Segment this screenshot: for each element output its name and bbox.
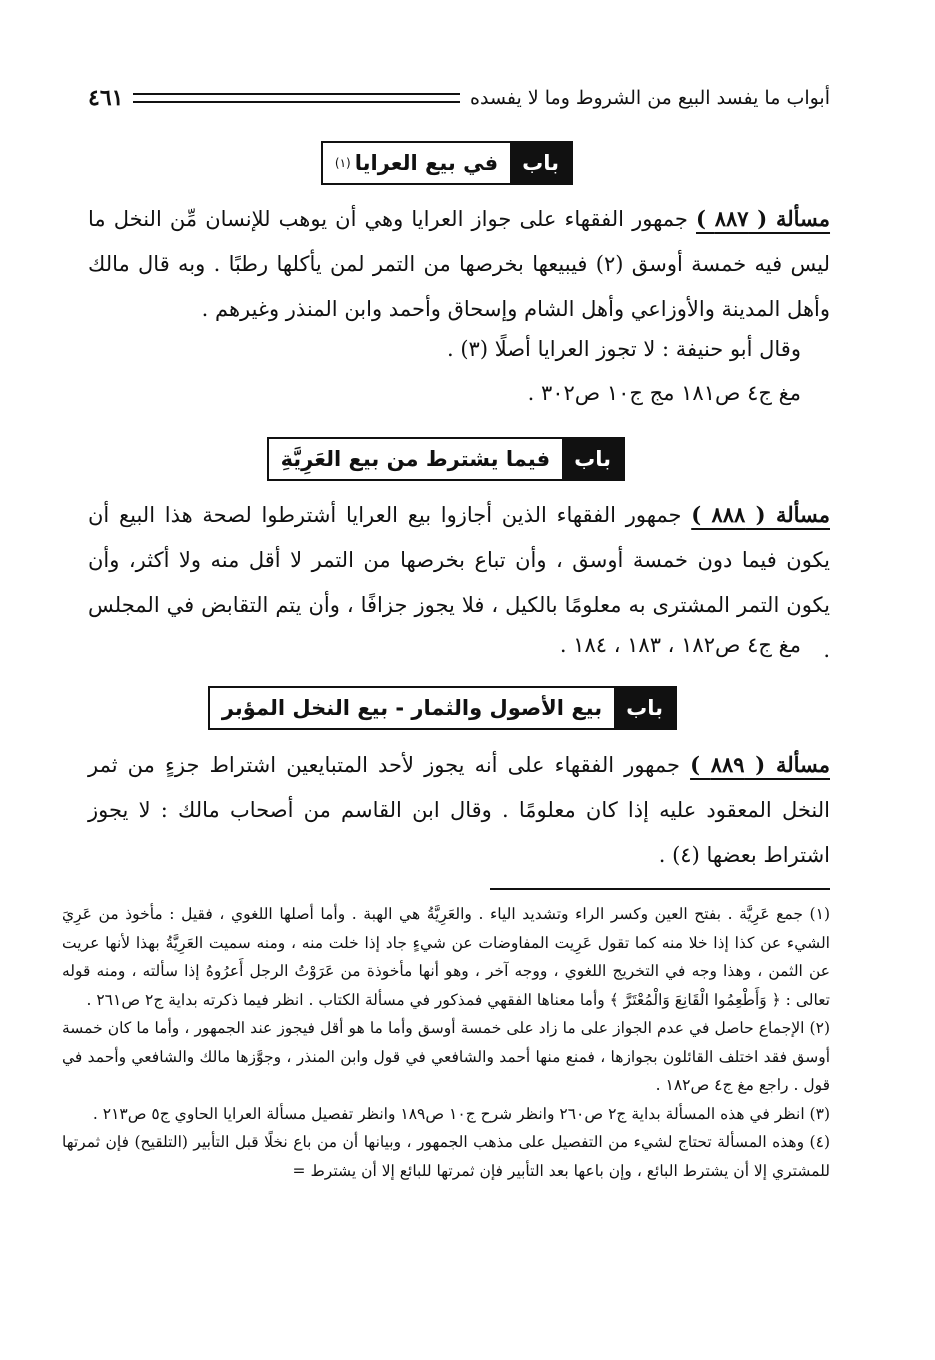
footnote-3: (٣) انظر في هذه المسألة بداية ج٢ ص٢٦٠ وانظر شرح ج١٠ ص١٨٩ وانظر تفصيل مسألة العرايا الحاوي ج٥ ص٢١٣ . [92, 1104, 830, 1123]
masala-label: مسألة ( ٨٨٩ ) [690, 752, 830, 777]
footnotes [62, 900, 830, 1185]
chapter-title: فيما يشترط من بيع العَرِيَّةِ [280, 447, 551, 471]
footnote-2: (٢) الإجماع حاصل في عدم الجواز على ما زاد على خمسة أوسق وأما ما هو أقل فيجوز عند الجمهور ، وأما ما كان خمسة أوسق فقد اختلف القائلون بجوازها ، فمنع منها أحمد والشافعي في قول وابن المنذر ، وجوَّزها مالك والشافعي وأحمد في قول . راجع مغ ج٤ ص١٨٢ . [62, 1019, 830, 1094]
footnote-1: (١) جمع عَرِيَّة . بفتح العين وكسر الراء وتشديد الياء . والعَرِيَّةُ هي الهبة . وأما أصلها اللغوي ، فقيل : مأخوذ من عَرِيَ الشيء عن كذا إذا خلا منه كما تقول عَرِيت المفاوضات عن شيءٍ جاد إذا خلت منه ، ومنه سميت العَرِيَّةُ بهذا لأنها عريت عن الثمن ، وهذا وجه في التخريج اللغوي ، ووجه آخر ، وهو أنها مأخوذة من عَرَوْتُ الرجل أَعرُوهُ إذا سألته ، ومنه قوله تعالى : ﴿ وَأَطْعِمُوا الْقَانِعَ وَالْمُعْتَرَّ ﴾ وأما معناها الفقهي فمذكور في مسألة الكتاب . انظر فيما ذكرته بداية ج٢ ص٢٦١ . [62, 905, 830, 1009]
chapter-title: بيع الأصول والثمار - بيع النخل المؤبر [221, 696, 603, 720]
masala-text: جمهور الفقهاء الذين أجازوا بيع العرايا أشترطوا لصحة هذا البيع أن يكون فيما دون خمسة أوسق ، وأن تباع بخرصها من التمر لا أقل منه ولا أكثر، وأن يكون التمر المشترى به معلومًا بالكيل ، فلا يجوز جزافًا ، وأن يتم التقابض في المجلس . [88, 503, 830, 662]
masala-label: مسألة ( ٨٨٧ ) [696, 206, 831, 231]
source-reference: مغ ج٤ ص١٨١ مج ج١٠ ص٣٠٢ . [527, 381, 801, 405]
footnote-separator [490, 888, 830, 890]
abu-hanifa-opinion: وقال أبو حنيفة : لا تجوز العرايا أصلًا (٣) . [447, 337, 801, 361]
masala-text: جمهور الفقهاء على جواز العرايا وهي أن يوهب للإنسان مِّن النخل ما ليس فيه خمسة أوسق (٢) فيبيعها بخرصها من التمر لمن يأكلها رطبًا . وبه قال مالك وأهل المدينة والأوزاعي وأهل الشام وإسحاق وأحمد وابن المنذر وغيرهم . [88, 207, 830, 321]
chapter-heading-1 [321, 141, 573, 185]
running-title: أبواب ما يفسد البيع من الشروط وما لا يفسده [470, 87, 830, 109]
header-double-rule [133, 93, 460, 103]
chapter-heading-3 [208, 686, 677, 730]
source-reference: مغ ج٤ ص١٨٢ ، ١٨٣ ، ١٨٤ . [559, 633, 801, 657]
chapter-tag: باب [510, 143, 571, 183]
chapter-title-text: في بيع العرايا [354, 151, 499, 175]
chapter-title [323, 143, 510, 183]
footnote-4: (٤) وهذه المسألة تحتاج لشيء من التفصيل على مذهب الجمهور ، وبيانها أن من باع نخلًا قبل التأبير (التلقيح) فإن ثمرتها للمشتري إلا أن يشترط البائع ، وإن باعها بعد التأبير فإن ثمرتها للبائع إلا أن يشترط = [62, 1133, 830, 1180]
masala-887 [88, 196, 830, 332]
masala-label: مسألة ( ٨٨٨ ) [691, 502, 830, 527]
masala-889 [88, 742, 830, 878]
footnote-ref: (١) [334, 156, 351, 170]
chapter-tag: باب [562, 439, 623, 479]
chapter-tag: باب [614, 688, 675, 728]
chapter-heading-2 [267, 437, 625, 481]
page-number: ٤٦١ [88, 85, 124, 111]
running-header [88, 80, 830, 116]
masala-text: جمهور الفقهاء على أنه يجوز لأحد المتبايعين اشتراط جزءٍ من ثمر النخل المعقود عليه إذا كان معلومًا . وقال ابن القاسم من أصحاب مالك : لا يجوز اشتراط بعضها (٤) . [88, 753, 830, 867]
